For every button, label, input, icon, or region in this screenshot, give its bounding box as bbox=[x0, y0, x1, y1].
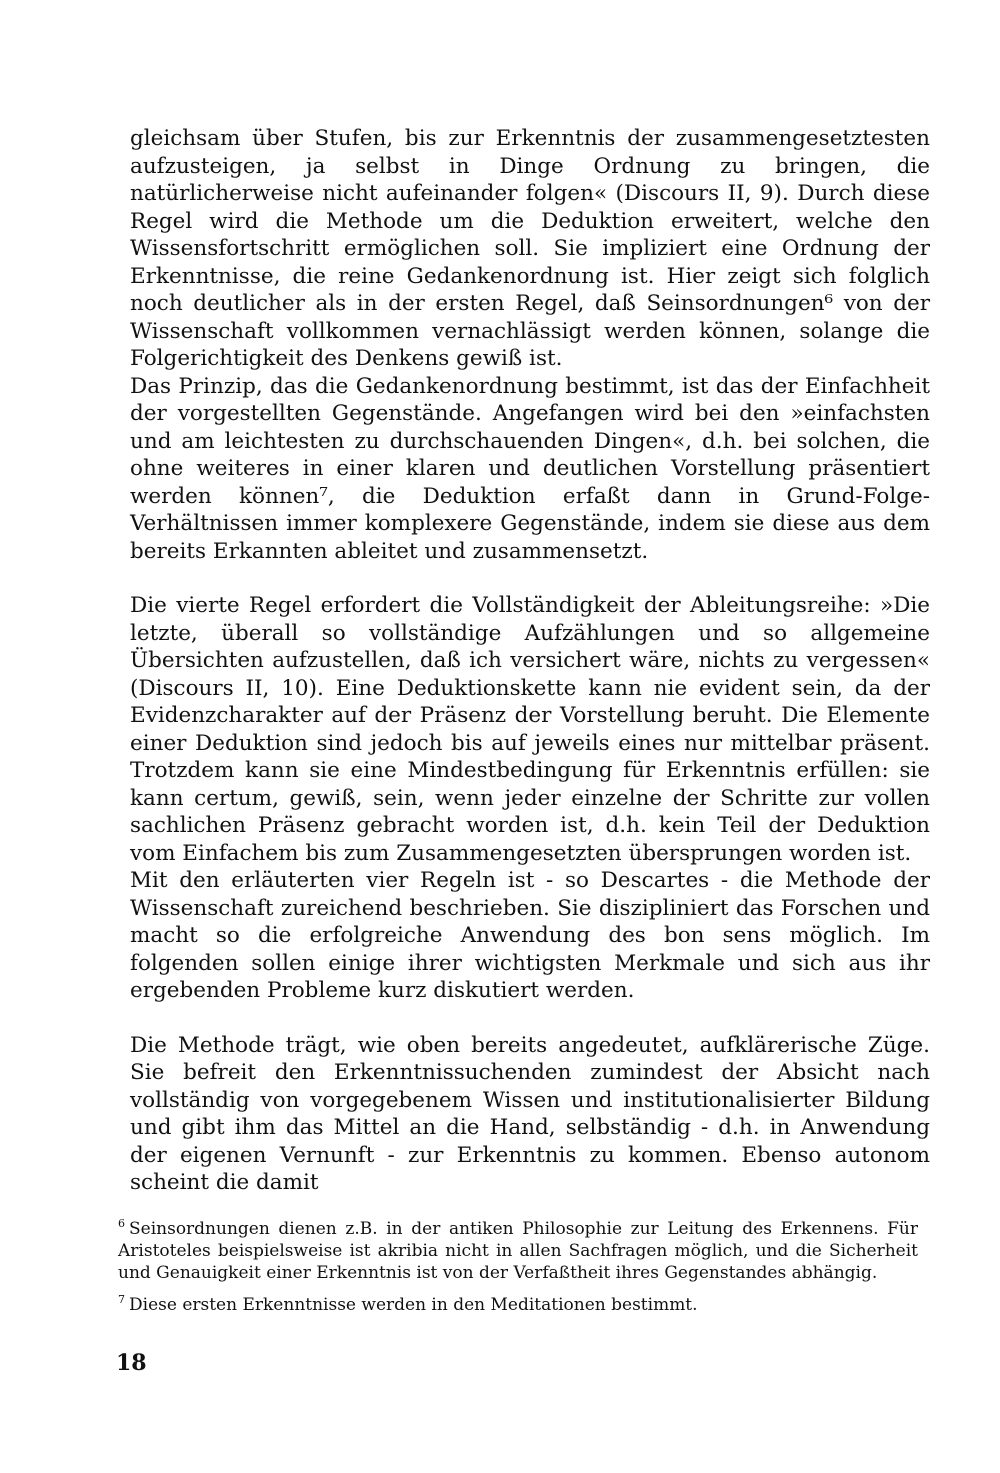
paragraph-1: gleichsam über Stufen, bis zur Erkenntnis der zusammengesetztesten aufzusteigen, ja selbst in Dinge Ordnung zu bringen, die natürlicherweise nicht aufeinander folgen« (Discours II, 9). Durch diese Regel wird die Methode um die Deduktion erweitert, welche den Wissensfortschritt ermöglichen soll. Sie impliziert eine Ordnung der Erkenntnisse, die reine Gedankenordnung ist. Hier zeigt sich folglich noch deutlicher als in der ersten Regel, daß Seinsordnungen⁶ von der Wissenschaft vollkommen vernachlässigt werden können, solange die Folgerichtigkeit des Denkens gewiß ist. bbox=[130, 126, 930, 371]
paragraph-2: Das Prinzip, das die Gedankenordnung bestimmt, ist das der Einfachheit der vorgestellten Gegenstände. Angefangen wird bei den »einfachsten und am leichtesten zu durchschauenden Dingen«, d.h. bei solchen, die ohne weiteres in einer klaren und deutlichen Vorstellung präsentiert werden können⁷, die Deduktion erfaßt dann in Grund-Folge-Verhältnissen immer komplexere Gegenstände, indem sie diese aus dem bereits Erkannten ableitet und zusammensetzt. bbox=[130, 373, 930, 564]
footnote-text: Seinsordnungen dienen z.B. in der antiken Philosophie zur Leitung des Erkennens. Für Aristoteles beispielsweise ist akribia nicht in allen Sachfragen möglich, und die Sicherheit und Genauigkeit einer Erkenntnis ist von der Verfaßtheit ihres Gegenstandes abhängig. bbox=[118, 1219, 918, 1283]
footnote-text: Diese ersten Erkenntnisse werden in den Meditationen bestimmt. bbox=[129, 1295, 698, 1315]
body-text bbox=[130, 125, 930, 1197]
paragraph-4: Mit den erläuterten vier Regeln ist - so Descartes - die Methode der Wissenschaft zureichend beschrieben. Sie diszipliniert das Forschen und macht so die erfolgreiche Anwendung des bon sens möglich. Im folgenden sollen einige ihrer wichtigsten Merkmale und sich aus ihr ergebenden Probleme kurz diskutiert werden. bbox=[130, 868, 930, 1003]
paragraph-3: Die vierte Regel erfordert die Vollständigkeit der Ableitungsreihe: »Die letzte, überall so vollständige Aufzählungen und so allgemeine Übersichten aufzustellen, daß ich versichert wäre, nichts zu vergessen« (Discours II, 10). Eine Deduktionskette kann nie evident sein, da der Evidenzcharakter auf der Präsenz der Vorstellung beruht. Die Elemente einer Deduktion sind jedoch bis auf jeweils eines nur mittelbar präsent. Trotzdem kann sie eine Mindestbedingung für Erkenntnis erfüllen: sie kann certum, gewiß, sein, wenn jeder einzelne der Schritte zur vollen sachlichen Präsenz gebracht worden ist, d.h. kein Teil der Deduktion vom Einfachem bis zum Zusammengesetzten übersprungen worden ist. bbox=[130, 593, 930, 866]
footnote-mark: 6 bbox=[118, 1217, 125, 1231]
footnote-6 bbox=[118, 1218, 918, 1284]
footnotes bbox=[118, 1218, 918, 1316]
paragraph-5: Die Methode trägt, wie oben bereits angedeutet, aufklärerische Züge. Sie befreit den Erkenntnissuchenden zumindest der Absicht nach vollständig von vorgegebenem Wissen und institutionalisierter Bildung und gibt ihm das Mittel an die Hand, selbständig - d.h. in Anwendung der eigenen Vernunft - zur Erkenntnis zu kommen. Ebenso autonom scheint die damit bbox=[130, 1032, 930, 1195]
footnote-7 bbox=[118, 1294, 918, 1316]
page-number: 18 bbox=[116, 1350, 147, 1376]
footnote-mark: 7 bbox=[118, 1293, 125, 1307]
